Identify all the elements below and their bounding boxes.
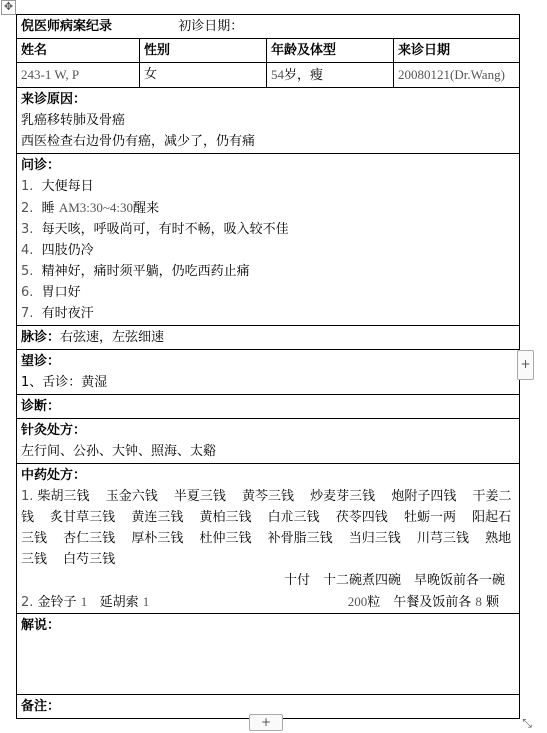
age-text: 岁，瘦 [284, 68, 324, 83]
herb-item: 补骨脂三钱 [267, 531, 333, 546]
pulse-label: 脉诊： [21, 330, 61, 345]
col-sex: 性别 [140, 39, 267, 63]
herb-item: 黄连三钱 [131, 510, 184, 525]
herb-item: 茯苓四钱 [335, 510, 388, 525]
inquiry-label: 问诊： [21, 158, 61, 173]
patient-row [17, 63, 520, 88]
herb-item: 熟地三钱 [21, 531, 512, 567]
herb-item: 炙甘草三钱 [50, 510, 116, 525]
herb-item: 炒麦芽三钱 [310, 489, 376, 504]
herb-item: 杏仁三钱 [63, 531, 116, 546]
col-age: 年龄及体型 [267, 39, 394, 63]
pulse-text: 右弦速，左弦细速 [60, 330, 165, 345]
add-row-icon[interactable]: + [249, 714, 283, 731]
patient-sex[interactable]: 女 [140, 63, 267, 88]
herb-item: 阳起石三钱 [21, 510, 512, 546]
herb-item: 川芎三钱 [416, 531, 469, 546]
diagnosis-label: 诊断： [21, 399, 61, 414]
remarks-label: 备注： [21, 699, 61, 714]
inquiry-item: 3. 每天咳，呼吸尚可，有时不畅，吸入较不佳 [21, 222, 289, 237]
complaint-label: 来诊原因： [21, 92, 87, 107]
patient-age[interactable] [267, 63, 394, 88]
add-column-icon[interactable]: + [517, 350, 534, 380]
observe-section[interactable] [17, 350, 520, 395]
explanation-section[interactable] [17, 614, 520, 695]
age-number: 54 [271, 67, 284, 82]
herb-item: 白芍三钱 [63, 552, 116, 567]
inquiry-item: 2. 睡 AM3:30~4:30醒来 [21, 200, 160, 216]
patient-id[interactable]: 243-1 W, P [17, 63, 140, 88]
herb-item: 柴胡三钱 [37, 489, 90, 504]
tongue-diagnosis: 1、舌诊：黄湿 [21, 375, 108, 390]
acupuncture-label: 针灸处方： [21, 423, 87, 438]
col-name: 姓名 [17, 39, 140, 63]
rx1-instructions: 十付 十二碗煮四碗 早晚饭前各一碗 [283, 573, 505, 588]
complaint-line-2: 西医检查右边骨仍有癌，减少了，仍有痛 [21, 134, 256, 149]
acupuncture-points: 左行间、公孙、大钟、照海、太谿 [21, 444, 217, 459]
complaint-line-1: 乳癌移转肺及骨癌 [21, 113, 126, 128]
herb-item: 厚朴三钱 [131, 531, 184, 546]
explanation-label: 解说： [21, 618, 61, 633]
rx1-herb-list: 1. 柴胡三钱 玉金六钱 半夏三钱 黄芩三钱 炒麦芽三钱 炮附子四钱 干姜二钱 炙甘草三钱 黄连三钱 黄柏三钱 白朮三钱 茯苓四钱 牡蛎一两 阳起石三钱 杏仁三钱 厚朴三钱 杜仲三钱 补骨脂三钱 当归三钱 川芎三钱 熟地三钱 白芍三钱 [21, 489, 512, 567]
col-visit-date: 来诊日期 [394, 39, 520, 63]
inquiry-item: 6. 胃口好 [21, 285, 81, 300]
herb-item: 杜仲三钱 [199, 531, 252, 546]
herb-item: 牡蛎一两 [403, 510, 456, 525]
herb-item: 黄柏三钱 [199, 510, 252, 525]
patient-visit-date[interactable]: 20080121(Dr.Wang) [394, 63, 520, 88]
herb-item: 黄芩三钱 [242, 489, 295, 504]
rx2-line: 2. 金铃子 1 延胡索 1 200粒 午餐及饭前各 8 颗 [21, 594, 499, 610]
observe-label: 望诊： [21, 354, 61, 369]
pulse-section[interactable] [17, 326, 520, 350]
herbal-section[interactable] [17, 464, 520, 614]
page-title: 倪医师病案纪录 [21, 19, 113, 34]
inquiry-item: 5. 精神好，痛时须平躺，仍吃西药止痛 [21, 264, 250, 279]
herbal-label: 中药处方： [21, 468, 87, 483]
herb-item: 当归三钱 [348, 531, 401, 546]
complaint-section[interactable] [17, 88, 520, 154]
herb-item: 干姜二钱 [21, 489, 512, 525]
first-visit-label: 初诊日期： [178, 19, 244, 34]
diagnosis-section[interactable] [17, 395, 520, 419]
inquiry-item: 7. 有时夜汗 [21, 306, 94, 321]
inquiry-item: 4. 四肢仍冷 [21, 243, 94, 258]
table-resize-icon[interactable]: ⤡ [522, 716, 532, 730]
herb-item: 白朮三钱 [267, 510, 320, 525]
table-move-icon[interactable]: ✥ [1, 0, 16, 15]
inquiry-item: 1. 大便每日 [21, 179, 94, 194]
column-header-row [17, 39, 520, 63]
herb-item: 炮附子四钱 [391, 489, 457, 504]
header-row [17, 15, 520, 39]
herb-item: 玉金六钱 [105, 489, 158, 504]
herb-item: 半夏三钱 [173, 489, 226, 504]
inquiry-section[interactable] [17, 154, 520, 326]
acupuncture-section[interactable] [17, 419, 520, 464]
case-record-table [16, 14, 520, 719]
